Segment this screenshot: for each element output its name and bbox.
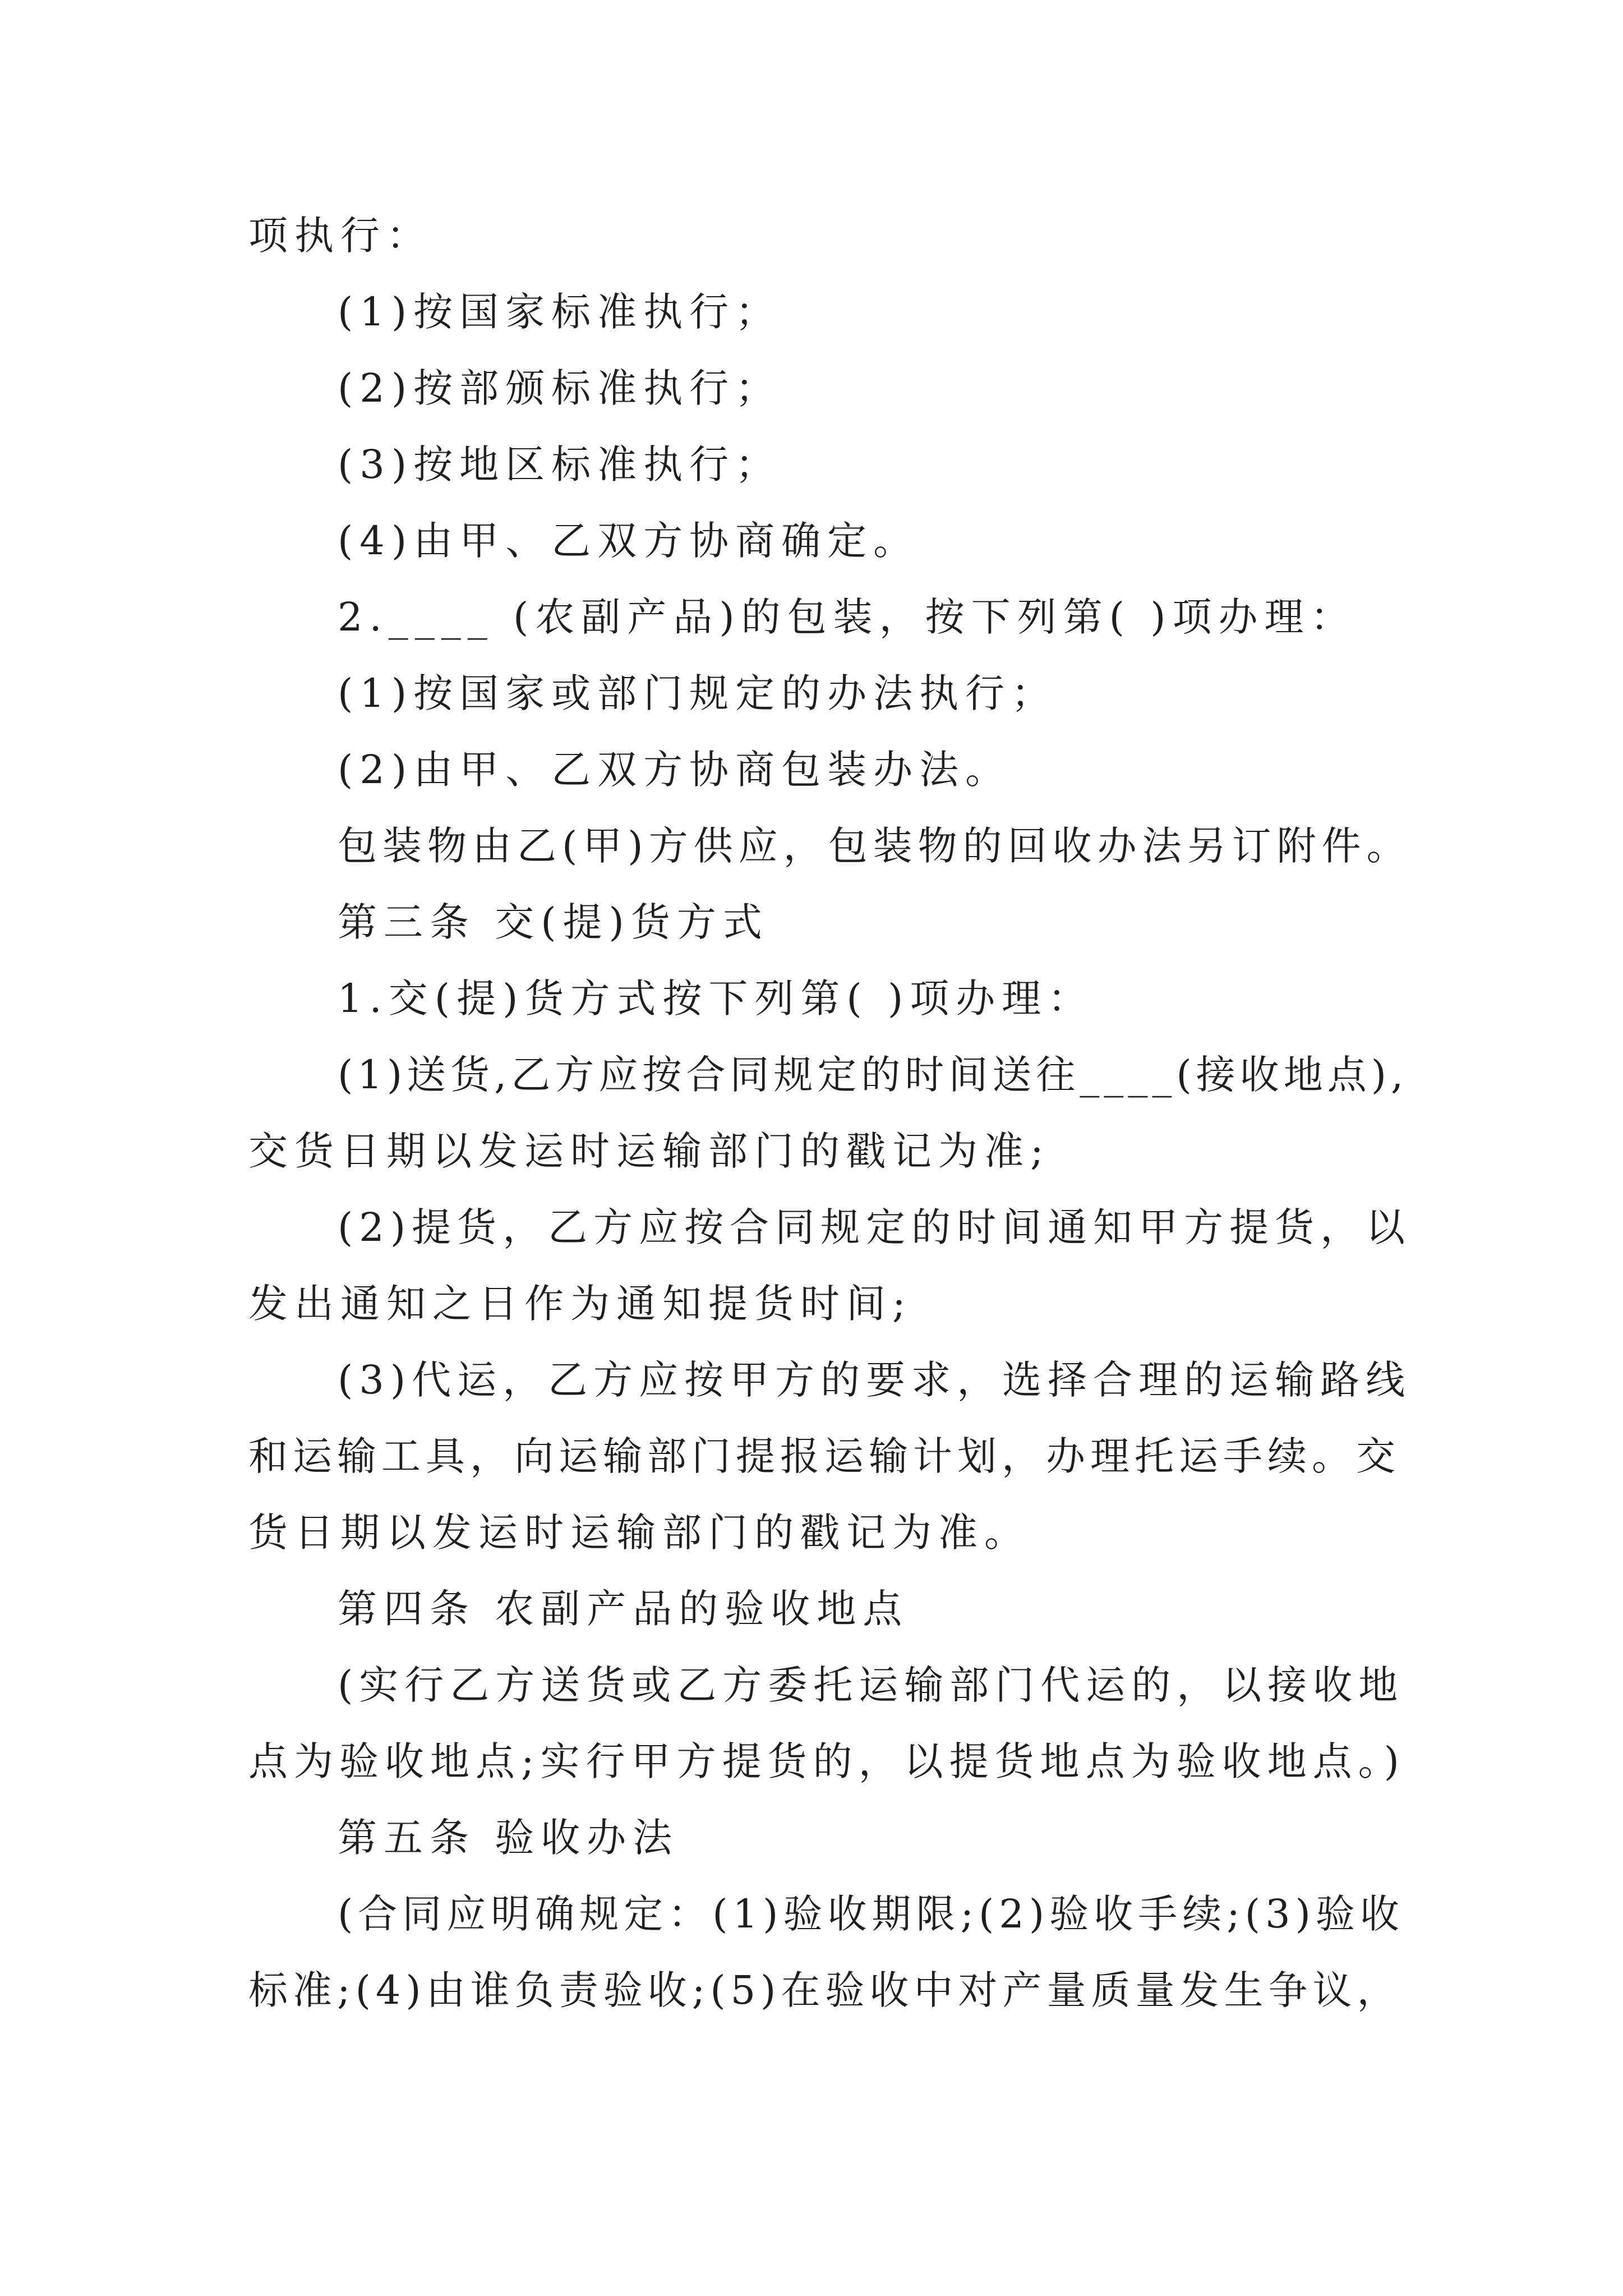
section-heading: 第四条 农副产品的验收地点	[338, 1586, 909, 1632]
section-heading: 第三条 交(提)货方式	[338, 899, 769, 945]
text-line: (4)由甲、乙双方协商确定。	[338, 518, 920, 564]
text-line: 1.交(提)货方式按下列第( )项办理：	[338, 976, 1094, 1022]
text-line: 发出通知之日作为通知提货时间;	[248, 1281, 912, 1327]
text-line: 项执行：	[248, 213, 432, 259]
text-line: 包装物由乙(甲)方供应，包装物的回收办法另订附件。	[338, 823, 1412, 869]
text-line: 交货日期以发运时运输部门的戳记为准;	[248, 1128, 1050, 1174]
section-heading: 第五条 验收办法	[338, 1815, 679, 1861]
text-line: (1)送货,乙方应按合同规定的时间送往____(接收地点),	[338, 1052, 1408, 1098]
text-line: (1)按国家标准执行；	[338, 289, 782, 335]
text-line: 和运输工具，向运输部门提报运输计划，办理托运手续。交	[248, 1433, 1400, 1479]
text-line: (2)提货，乙方应按合同规定的时间通知甲方提货，以	[338, 1204, 1412, 1250]
text-line: 标准;(4)由谁负责验收;(5)在验收中对产量质量发生争议，	[248, 1967, 1401, 2013]
text-line: (3)代运，乙方应按甲方的要求，选择合理的运输路线	[338, 1357, 1412, 1403]
text-line: 货日期以发运时运输部门的戳记为准。	[248, 1510, 1030, 1556]
text-line: (2)按部颁标准执行；	[338, 365, 782, 411]
text-line: (实行乙方送货或乙方委托运输部门代运的，以接收地	[338, 1662, 1404, 1708]
text-line: 2.____ (农副产品)的包装，按下列第( )项办理：	[338, 594, 1357, 640]
text-line: 点为验收地点;实行甲方提货的，以提货地点为验收地点。)	[248, 1738, 1405, 1784]
text-line: (1)按国家或部门规定的办法执行；	[338, 670, 1058, 716]
text-line: (2)由甲、乙双方协商包装办法。	[338, 747, 1012, 793]
text-line: (合同应明确规定：(1)验收期限;(2)验收手续;(3)验收	[338, 1891, 1404, 1937]
text-line: (3)按地区标准执行；	[338, 441, 782, 487]
